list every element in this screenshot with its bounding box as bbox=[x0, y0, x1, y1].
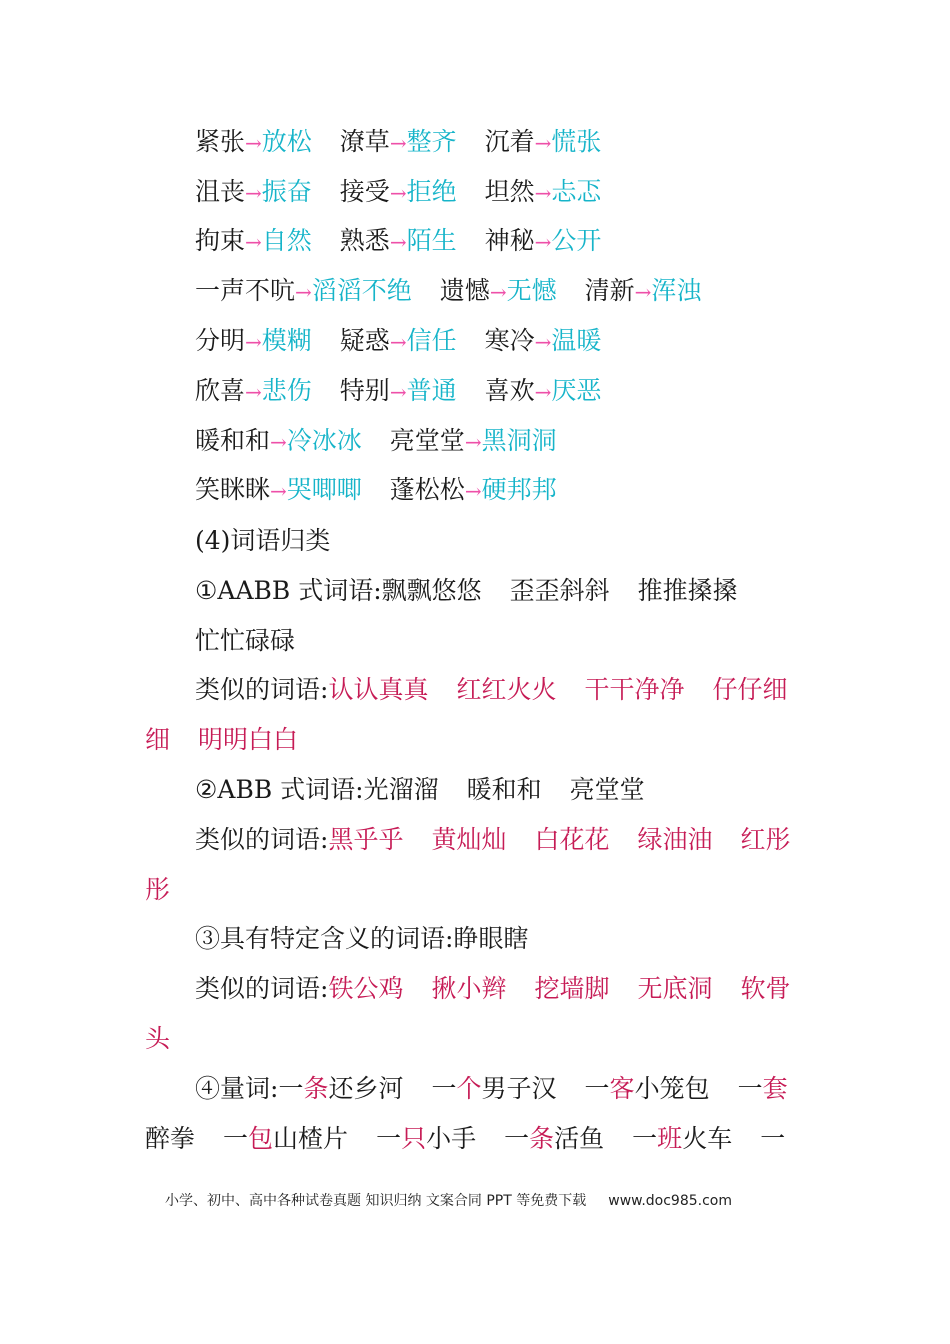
special-similar-line bbox=[195, 974, 791, 1004]
antonym-pair bbox=[340, 127, 457, 156]
similar-word: 软骨 bbox=[740, 974, 791, 1003]
antonym-word: 沉着 bbox=[484, 127, 535, 156]
arrow-icon: → bbox=[245, 380, 262, 404]
aabb-similar-wrap bbox=[145, 725, 298, 755]
antonym-word: 蓬松松 bbox=[389, 475, 465, 504]
antonym-answer: 无憾 bbox=[506, 276, 557, 305]
measure-word: 包 bbox=[248, 1124, 274, 1153]
antonym-row bbox=[195, 326, 601, 357]
antonym-pair bbox=[485, 376, 602, 405]
measure-word: 班 bbox=[657, 1124, 683, 1153]
antonym-word: 紧张 bbox=[195, 127, 246, 156]
antonym-answer: 信任 bbox=[406, 326, 457, 355]
arrow-icon: → bbox=[270, 430, 287, 454]
antonym-word: 坦然 bbox=[484, 177, 535, 206]
arrow-icon: → bbox=[534, 380, 552, 404]
footer bbox=[165, 1190, 732, 1210]
antonym-pair bbox=[195, 177, 312, 206]
aabb-line bbox=[195, 576, 738, 606]
similar-word-continued: 彤 bbox=[145, 875, 171, 904]
arrow-icon: → bbox=[634, 280, 652, 304]
aabb-wrap-line bbox=[195, 626, 295, 656]
antonym-answer: 黑洞洞 bbox=[481, 426, 557, 455]
antonym-row bbox=[195, 376, 601, 407]
arrow-icon: → bbox=[270, 479, 287, 503]
abb-label: ②ABB 式词语: bbox=[195, 775, 364, 804]
section-title: (4)词语归类 bbox=[195, 526, 331, 555]
similar-word: 黑乎乎 bbox=[328, 825, 404, 854]
similar-label: 类似的词语: bbox=[195, 675, 329, 704]
antonym-answer: 忐忑 bbox=[551, 177, 602, 206]
measure-item bbox=[504, 1124, 604, 1153]
arrow-icon: → bbox=[534, 330, 552, 354]
antonym-answer: 放松 bbox=[261, 127, 312, 156]
antonym-answer: 哭唧唧 bbox=[286, 475, 362, 504]
antonym-word: 暖和和 bbox=[195, 426, 271, 455]
measure-word: 个 bbox=[456, 1074, 482, 1103]
antonym-word: 喜欢 bbox=[484, 376, 535, 405]
arrow-icon: → bbox=[245, 181, 262, 205]
arrow-icon: → bbox=[534, 131, 552, 155]
measure-item bbox=[431, 1074, 556, 1103]
footer-url[interactable]: www.doc985.com bbox=[608, 1193, 732, 1209]
antonym-row bbox=[195, 127, 601, 158]
arrow-icon: → bbox=[245, 131, 262, 155]
antonym-row bbox=[195, 177, 601, 208]
antonym-pair bbox=[485, 127, 602, 156]
antonym-pair bbox=[390, 475, 557, 504]
similar-word: 白花花 bbox=[534, 825, 610, 854]
measure-number: 一 bbox=[278, 1074, 304, 1103]
similar-word-continued: 细 bbox=[145, 725, 171, 754]
antonym-answer: 慌张 bbox=[551, 127, 602, 156]
antonym-pair bbox=[340, 376, 457, 405]
measure-number: 一 bbox=[737, 1074, 763, 1103]
special-label: ③具有特定含义的词语: bbox=[195, 924, 454, 953]
antonym-pair bbox=[440, 276, 557, 305]
aabb-label: ①AABB 式词语: bbox=[195, 576, 382, 605]
antonym-word: 寒冷 bbox=[484, 326, 535, 355]
antonym-word: 一声不吭 bbox=[195, 276, 296, 305]
abb-item: 亮堂堂 bbox=[569, 775, 645, 804]
antonym-pair bbox=[195, 276, 412, 305]
measure-number: 一 bbox=[632, 1124, 658, 1153]
measure-label: ④量词: bbox=[195, 1074, 279, 1103]
similar-word: 明明白白 bbox=[198, 725, 299, 754]
footer-text: 小学、初中、高中各种试卷真题 知识归纳 文案合同 PPT 等免费下载 bbox=[165, 1193, 587, 1209]
measure-wrap-line bbox=[145, 1124, 785, 1154]
arrow-icon: → bbox=[489, 280, 507, 304]
arrow-icon: → bbox=[389, 380, 407, 404]
antonym-answer: 冷冰冰 bbox=[286, 426, 362, 455]
similar-word: 认认真真 bbox=[328, 675, 429, 704]
measure-number: 一 bbox=[376, 1124, 402, 1153]
measure-item: 醉拳 bbox=[145, 1124, 196, 1153]
measure-number: 一 bbox=[584, 1074, 610, 1103]
similar-word: 无底洞 bbox=[637, 974, 713, 1003]
similar-word: 铁公鸡 bbox=[328, 974, 404, 1003]
aabb-similar-line bbox=[195, 675, 788, 705]
arrow-icon: → bbox=[389, 230, 407, 254]
antonym-pair bbox=[485, 226, 602, 255]
antonym-answer: 滔滔不绝 bbox=[311, 276, 412, 305]
antonym-pair bbox=[195, 475, 362, 504]
antonym-word: 笑眯眯 bbox=[195, 475, 271, 504]
antonym-answer: 悲伤 bbox=[261, 376, 312, 405]
measure-word: 条 bbox=[303, 1074, 329, 1103]
antonym-word: 特别 bbox=[339, 376, 390, 405]
antonym-pair bbox=[390, 426, 557, 455]
similar-word: 红红火火 bbox=[456, 675, 557, 704]
similar-word: 仔仔细 bbox=[712, 675, 788, 704]
antonym-answer: 公开 bbox=[551, 226, 602, 255]
measure-line bbox=[195, 1074, 788, 1104]
measure-item bbox=[585, 1074, 710, 1103]
arrow-icon: → bbox=[245, 230, 262, 254]
antonym-word: 分明 bbox=[195, 326, 246, 355]
antonym-answer: 陌生 bbox=[406, 226, 457, 255]
antonym-pair bbox=[585, 276, 702, 305]
similar-word: 干干净净 bbox=[584, 675, 685, 704]
special-similar-wrap bbox=[145, 1024, 170, 1054]
abb-item: 光溜溜 bbox=[363, 775, 439, 804]
measure-word: 客 bbox=[609, 1074, 635, 1103]
measure-noun: 还乡河 bbox=[328, 1074, 404, 1103]
abb-similar-line bbox=[195, 825, 791, 855]
antonym-answer: 振奋 bbox=[261, 177, 312, 206]
antonym-pair bbox=[195, 376, 312, 405]
measure-noun: 小手 bbox=[426, 1124, 477, 1153]
similar-word: 揪小辫 bbox=[431, 974, 507, 1003]
antonym-word: 清新 bbox=[584, 276, 635, 305]
measure-item bbox=[760, 1124, 785, 1153]
antonym-row bbox=[195, 226, 601, 257]
measure-noun: 小笼包 bbox=[634, 1074, 710, 1103]
arrow-icon: → bbox=[389, 181, 407, 205]
arrow-icon: → bbox=[534, 230, 552, 254]
measure-number: 一 bbox=[504, 1124, 530, 1153]
antonym-word: 沮丧 bbox=[195, 177, 246, 206]
antonym-word: 亮堂堂 bbox=[389, 426, 465, 455]
similar-word: 绿油油 bbox=[637, 825, 713, 854]
measure-noun: 活鱼 bbox=[554, 1124, 605, 1153]
arrow-icon: → bbox=[295, 280, 312, 304]
antonym-answer: 整齐 bbox=[406, 127, 457, 156]
measure-item bbox=[632, 1124, 732, 1153]
measure-item bbox=[278, 1074, 403, 1103]
abb-similar-wrap bbox=[145, 875, 170, 905]
abb-item: 暖和和 bbox=[466, 775, 542, 804]
antonym-answer: 浑浊 bbox=[651, 276, 702, 305]
antonym-word: 遗憾 bbox=[439, 276, 490, 305]
antonym-pair bbox=[340, 326, 457, 355]
measure-word: 只 bbox=[401, 1124, 427, 1153]
antonym-answer: 自然 bbox=[261, 226, 312, 255]
measure-item bbox=[223, 1124, 348, 1153]
similar-word: 挖墙脚 bbox=[534, 974, 610, 1003]
antonym-word: 接受 bbox=[339, 177, 390, 206]
similar-word: 黄灿灿 bbox=[431, 825, 507, 854]
antonym-word: 熟悉 bbox=[339, 226, 390, 255]
antonym-pair bbox=[340, 226, 457, 255]
antonym-pair bbox=[195, 326, 312, 355]
measure-item bbox=[738, 1074, 788, 1103]
antonym-answer: 拒绝 bbox=[406, 177, 457, 206]
measure-noun: 男子汉 bbox=[481, 1074, 557, 1103]
antonym-pair bbox=[195, 127, 312, 156]
aabb-item: 歪歪斜斜 bbox=[509, 576, 610, 605]
aabb-item: 飘飘悠悠 bbox=[381, 576, 482, 605]
antonym-row bbox=[195, 426, 557, 457]
measure-noun: 火车 bbox=[682, 1124, 733, 1153]
arrow-icon: → bbox=[245, 330, 262, 354]
antonym-word: 神秘 bbox=[484, 226, 535, 255]
antonym-pair bbox=[485, 326, 602, 355]
antonym-answer: 普通 bbox=[406, 376, 457, 405]
arrow-icon: → bbox=[389, 330, 407, 354]
arrow-icon: → bbox=[389, 131, 407, 155]
antonym-pair bbox=[485, 177, 602, 206]
arrow-icon: → bbox=[534, 181, 552, 205]
measure-number: 一 bbox=[223, 1124, 249, 1153]
antonym-row bbox=[195, 276, 701, 307]
antonym-word: 潦草 bbox=[339, 127, 390, 156]
antonym-row bbox=[195, 475, 557, 506]
antonym-word: 欣喜 bbox=[195, 376, 246, 405]
antonym-answer: 模糊 bbox=[261, 326, 312, 355]
aabb-item: 忙忙碌碌 bbox=[195, 626, 296, 655]
measure-word: 套 bbox=[762, 1074, 788, 1103]
measure-item bbox=[376, 1124, 476, 1153]
similar-word-continued: 头 bbox=[145, 1024, 171, 1053]
antonym-answer: 硬邦邦 bbox=[481, 475, 557, 504]
similar-word: 红彤 bbox=[740, 825, 791, 854]
aabb-item: 推推搡搡 bbox=[637, 576, 738, 605]
antonym-word: 拘束 bbox=[195, 226, 246, 255]
antonym-pair bbox=[195, 426, 362, 455]
antonym-pair bbox=[195, 226, 312, 255]
abb-line bbox=[195, 775, 645, 805]
measure-number: 一 bbox=[760, 1124, 786, 1153]
measure-word: 条 bbox=[529, 1124, 555, 1153]
special-item: 睁眼瞎 bbox=[453, 924, 529, 953]
antonym-pair bbox=[340, 177, 457, 206]
antonym-answer: 厌恶 bbox=[551, 376, 602, 405]
arrow-icon: → bbox=[464, 430, 482, 454]
similar-label: 类似的词语: bbox=[195, 974, 329, 1003]
measure-noun: 山楂片 bbox=[273, 1124, 349, 1153]
antonym-answer: 温暖 bbox=[551, 326, 602, 355]
antonym-word: 疑惑 bbox=[339, 326, 390, 355]
similar-label: 类似的词语: bbox=[195, 825, 329, 854]
measure-number: 一 bbox=[431, 1074, 457, 1103]
special-line bbox=[195, 924, 528, 954]
arrow-icon: → bbox=[464, 479, 482, 503]
